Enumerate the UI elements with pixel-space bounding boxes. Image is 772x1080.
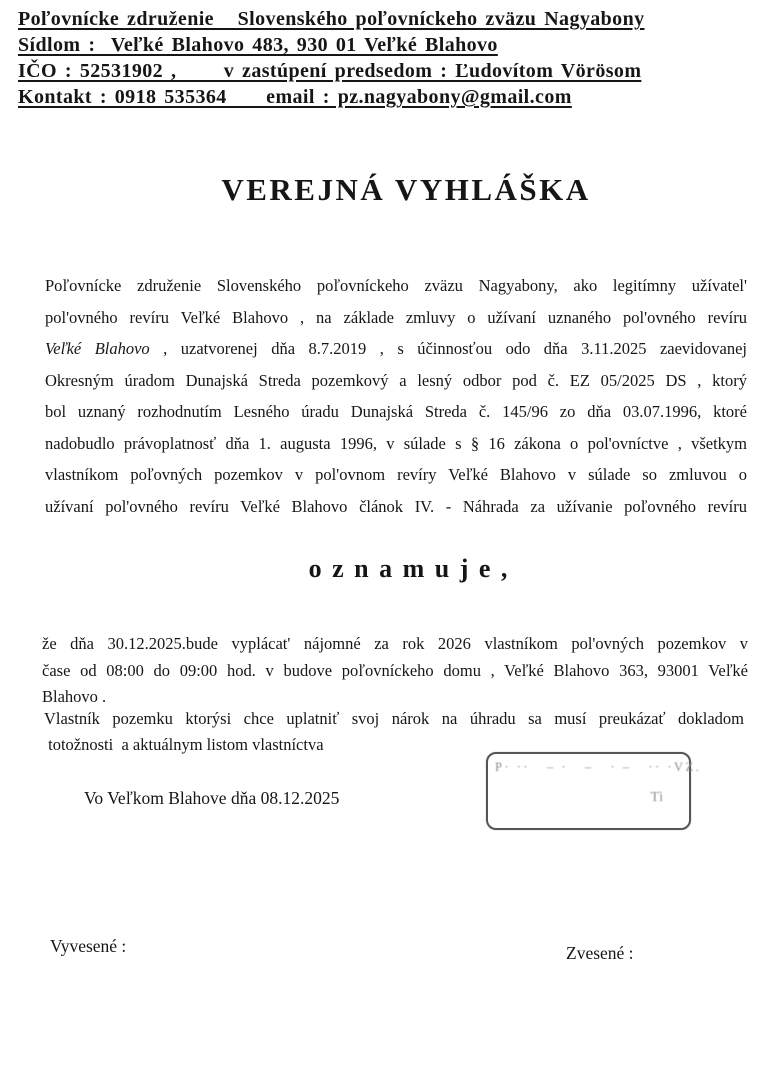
letterhead-line-address: Sídlom : Veľké Blahovo 483, 930 01 Veľké Blahovo xyxy=(18,34,498,56)
notice-line-3: Blahovo . xyxy=(42,687,107,706)
intro-line-2: pol'ovného revíru Veľké Blahovo , na základe zmluvy o užívaní uznaného pol'ovného revíru xyxy=(45,307,747,327)
letterhead-line-ico: IČO : 52531902 , v zastúpení predsedom : Ľudovítom Vörösom xyxy=(18,60,642,82)
notice-paragraph xyxy=(42,631,748,711)
notice-line-1: že dňa 30.12.2025.bude vyplácat' nájomné za rok 2026 vlastníkom pol'ovných pozemkov v xyxy=(42,634,748,653)
intro-line-6: nadobudlo právoplatnosť dňa 1. augusta 1996, v súlade s § 16 zákona o pol'ovníctve , všetkym xyxy=(45,433,747,453)
stamp-faint-text-row2: Tì xyxy=(650,790,663,805)
stamp-faint-text-row1: P· ·· – · – · – ·· ·VZ. xyxy=(495,760,702,774)
intro-line-3-rest: , uzatvorenej dňa 8.7.2019 , s účinnosťou odo dňa 3.11.2025 zaevidovanej xyxy=(149,339,747,358)
letterhead-line-contact: Kontakt : 0918 535364 email : pz.nagyabony@gmail.com xyxy=(18,86,572,108)
letterhead xyxy=(18,6,752,110)
intro-line-8: užívaní pol'ovného revíru Veľké Blahovo článok IV. - Náhrada za užívanie poľovného revíru xyxy=(45,496,747,516)
intro-line-1: Poľovnícke združenie Slovenského poľovníckeho zväzu Nagyabony, ako legitímny užívatel' xyxy=(45,276,747,295)
intro-line-4: Okresným úradom Dunajská Streda pozemkový a lesný odbor pod č. EZ 05/2025 DS , ktorý xyxy=(45,370,747,390)
place-date-line: Vo Veľkom Blahove dňa 08.12.2025 xyxy=(84,788,340,808)
intro-line-7: vlastníkom poľovných pozemkov v pol'ovnom revíry Veľké Blahovo v súlade so zmluvou o xyxy=(45,465,747,484)
letterhead-line-association: Poľovnícke združenie Slovenského poľovníckeho zväzu Nagyabony xyxy=(18,8,645,30)
intro-line-3 xyxy=(45,333,747,365)
requirement-line-1: Vlastník pozemku ktorýsi chce uplatniť svoj nárok na úhradu sa musí preukázať dokladom xyxy=(44,709,744,728)
intro-line-5: bol uznaný rozhodnutím Lesného úradu Dunajská Streda č. 145/96 zo dňa 03.07.1996, ktoré xyxy=(45,402,747,421)
notice-line-2: čase od 08:00 do 09:00 hod. v budove poľovníckeho domu , Veľké Blahovo 363, 93001 Veľké xyxy=(42,660,748,680)
requirement-paragraph xyxy=(44,706,744,757)
posted-label: Vyvesené : xyxy=(50,936,127,956)
taken-down-label: Zvesené : xyxy=(566,943,634,963)
page-title: VEREJNÁ VYHLÁŠKA xyxy=(221,172,591,207)
intro-line-3-italic: Veľké Blahovo xyxy=(45,339,150,358)
stamp-box xyxy=(486,752,702,830)
announce-heading: o z n a m u j e , xyxy=(308,554,510,583)
intro-paragraph xyxy=(45,270,747,522)
requirement-line-2: totožnosti a aktuálnym listom vlastníctva xyxy=(44,734,324,754)
